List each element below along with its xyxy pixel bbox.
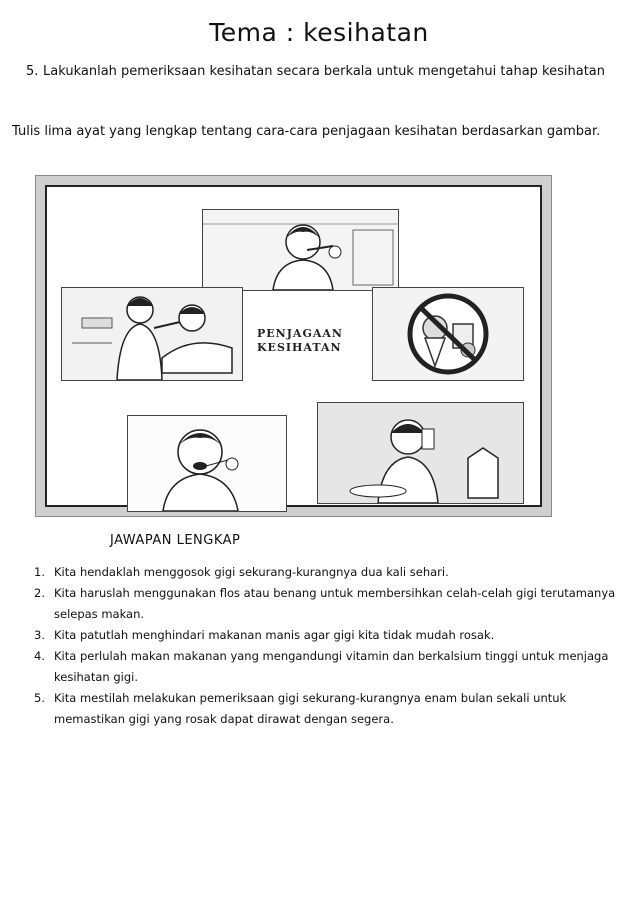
answer-text: Kita perlulah makan makanan yang mengandungi vitamin dan berkalsium tinggi untuk menjaga kesihatan gigi. [54,649,609,684]
boy-flossing-teeth-icon [127,415,287,512]
point-5 [26,60,626,84]
no-junk-food-icon [372,287,524,381]
answers-list [34,562,624,730]
boy-drinking-milk-icon [317,402,524,504]
answer-text: Kita patutlah menghindari makanan manis agar gigi kita tidak mudah rosak. [54,628,495,642]
answer-number: 4. [34,649,45,663]
answer-item [34,646,624,688]
point-5-number: 5. [26,64,39,79]
answer-item [34,625,624,646]
answer-item [34,583,624,625]
answer-text: Kita haruslah menggunakan flos atau benang untuk membersihkan celah-celah gigi terutamanya selepas makan. [54,586,616,621]
answer-number: 2. [34,586,45,600]
answer-text: Kita mestilah melakukan pemeriksaan gigi sekurang-kurangnya enam bulan sekali untuk memastikan gigi yang rosak dapat dirawat dengan segera. [54,691,567,726]
center-label [257,327,367,355]
answer-number: 1. [34,565,45,579]
center-label-line2: KESIHATAN [257,341,342,354]
point-5-text: Lakukanlah pemeriksaan kesihatan secara berkala untuk mengetahui tahap kesihatan [43,64,606,79]
answers-heading: JAWAPAN LENGKAP [110,533,241,548]
dentist-checkup-icon [61,287,243,381]
illustration-panel [45,185,542,507]
instruction-text: Tulis lima ayat yang lengkap tentang cara-cara penjagaan kesihatan berdasarkan gambar. [12,124,601,139]
answer-text: Kita hendaklah menggosok gigi sekurang-kurangnya dua kali sehari. [54,565,449,579]
boy-brushing-teeth-icon [202,209,399,291]
answer-item [34,562,624,583]
center-label-line1: PENJAGAAN [257,327,343,340]
answer-number: 5. [34,691,45,705]
page-title: Tema : kesihatan [209,18,429,47]
illustration-frame [35,175,552,517]
answer-item [34,688,624,730]
answer-number: 3. [34,628,45,642]
